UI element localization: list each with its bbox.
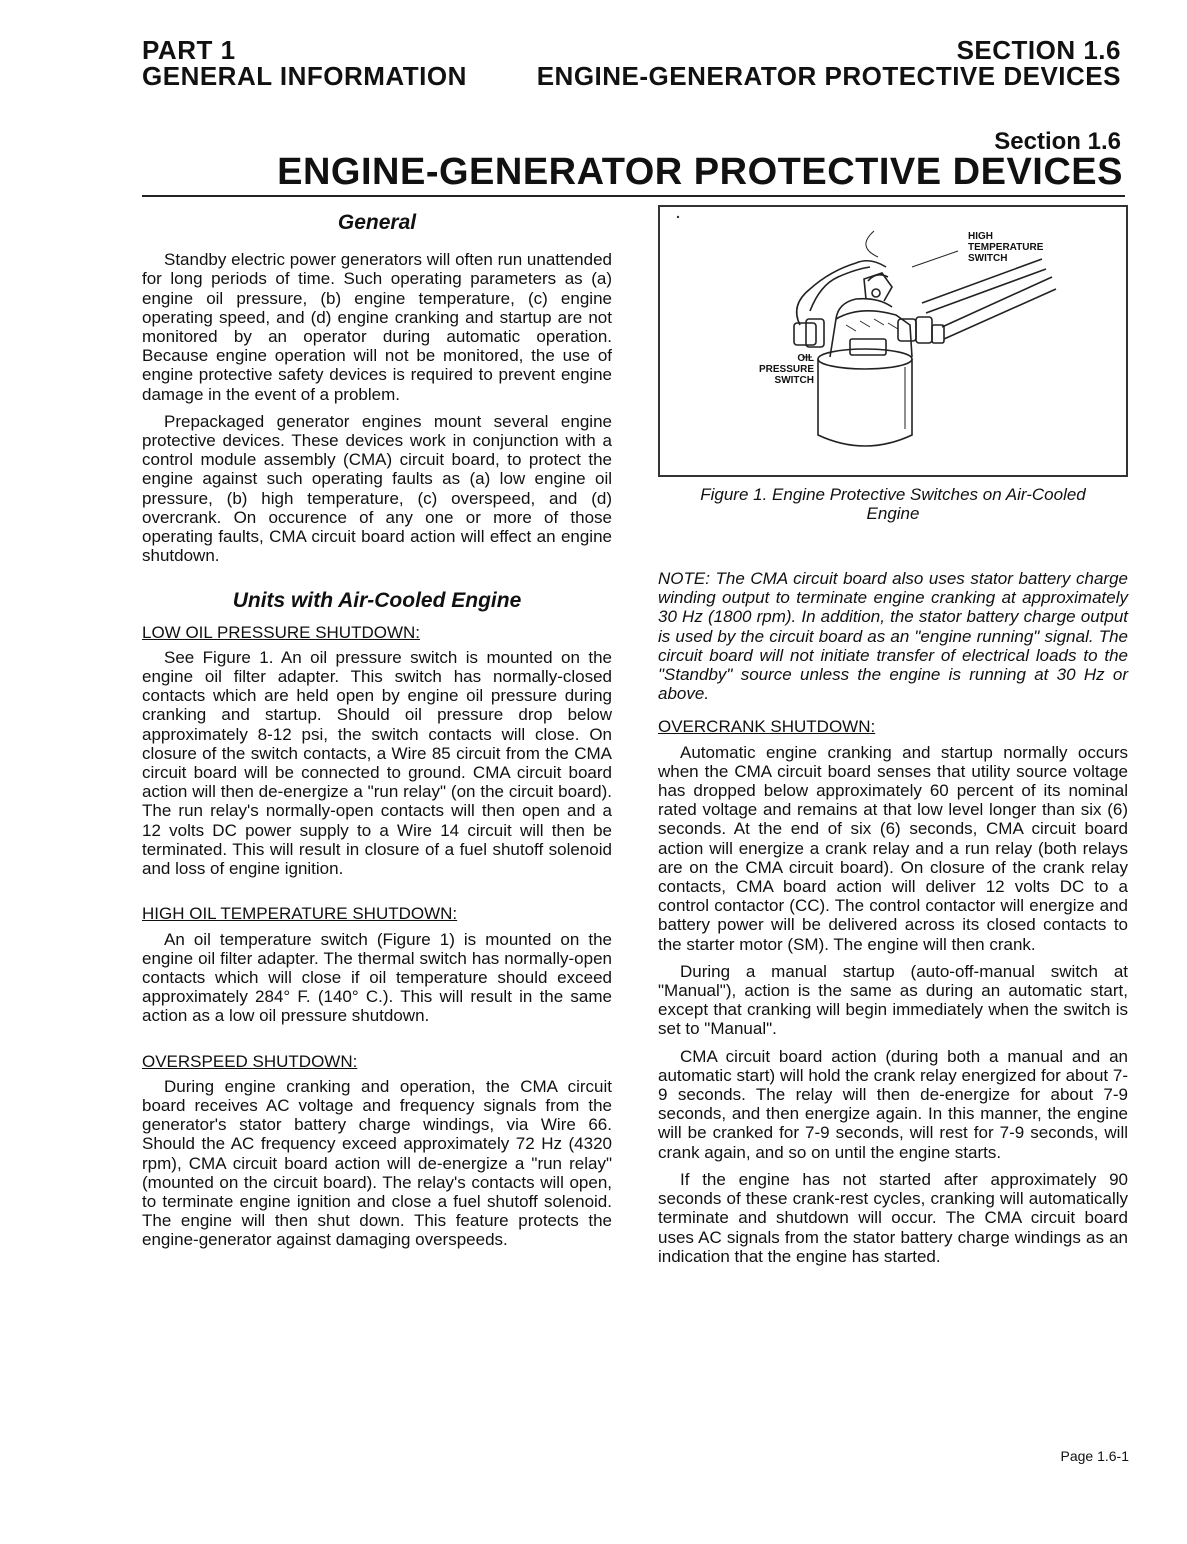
oil-pressure-switch-label: OIL PRESSURE SWITCH bbox=[758, 353, 814, 386]
overcrank-paragraph-4: If the engine has not started after approximately 90 seconds of these crank-rest cycles, cranking will automatically terminate and shutdown will occur. The CMA circuit board uses AC signals from the stator battery charge windings as an indication that the engine has started. bbox=[658, 1169, 1128, 1266]
header-part-title: GENERAL INFORMATION bbox=[142, 61, 467, 91]
engine-switches-drawing bbox=[660, 207, 1126, 475]
header-section-title: ENGINE-GENERATOR PROTECTIVE DEVICES bbox=[536, 61, 1121, 91]
section-label: Section 1.6 bbox=[994, 128, 1121, 155]
page-number: Page 1.6-1 bbox=[1060, 1448, 1129, 1464]
note-text: NOTE: The CMA circuit board also uses stator battery charge winding output to terminate engine cranking at approximately 30 Hz (1800 rpm). In addition, the stator battery charge output is used by the circuit board as an "engine running" signal. The circuit board will not initiate transfer of electrical loads to the "Standby" source unless the engine is running at 30 Hz or above. bbox=[658, 569, 1128, 704]
figure-caption: Figure 1. Engine Protective Switches on Air-Cooled Engine bbox=[700, 485, 1086, 523]
low-oil-text: See Figure 1. An oil pressure switch is mounted on the engine oil filter adapter. This switch has normally-closed contacts which are held open by engine oil pressure during cranking and startup. Should oil pressure drop below approximately 8-12 psi, the switch contacts will close. On closure of the switch contacts, a Wire 85 circuit from the CMA circuit board will be connected to ground. CMA circuit board action will then de-energize a "run relay" (on the circuit board). The run relay's normally-open contacts will then open and a 12 volts DC power supply to a Wire 14 circuit will then be terminated. This will result in closure of a fuel shutoff solenoid and loss of engine ignition. bbox=[142, 647, 612, 879]
title-divider bbox=[142, 195, 1125, 197]
high-temperature-switch-label: HIGH TEMPERATURE SWITCH bbox=[968, 231, 1044, 264]
header-section: SECTION 1.6 bbox=[956, 35, 1121, 65]
figure-1 bbox=[658, 205, 1128, 477]
overspeed-caption: OVERSPEED SHUTDOWN: bbox=[142, 1051, 358, 1071]
header-part: PART 1 bbox=[142, 35, 236, 65]
overspeed-text: During engine cranking and operation, the CMA circuit board receives AC voltage and frequency signals from the generator's stator battery charge windings, via Wire 66. Should the AC frequency exceed approximately 72 Hz (4320 rpm), CMA circuit board action will de-energize a "run relay" (mounted on the circuit board). The relay's contacts will open, to terminate engine ignition and close a fuel shutoff solenoid. The engine will then shut down. This feature protects the engine-generator against damaging overspeeds. bbox=[142, 1076, 612, 1250]
general-paragraph-1: Standby electric power generators will often run unattended for long periods of time. Such operating parameters as (a) engine oil pressure, (b) engine temperature, (c) engine operating speed, and (d) engine cranking and startup are not monitored by an operator during automatic operation. Because engine operation will not be monitored, the use of engine protective safety devices is required to prevent engine damage in the event of a problem. bbox=[142, 250, 612, 404]
air-cooled-heading: Units with Air-Cooled Engine bbox=[232, 589, 522, 613]
left-column bbox=[142, 205, 612, 1258]
overcrank-caption: OVERCRANK SHUTDOWN: bbox=[658, 717, 876, 737]
general-heading: General bbox=[337, 211, 417, 234]
low-oil-caption: LOW OIL PRESSURE SHUTDOWN: bbox=[142, 622, 421, 642]
overcrank-paragraph-1: Automatic engine cranking and startup normally occurs when the CMA circuit board senses that utility source voltage has dropped below approximately 60 percent of its nominal rated voltage and remains at that low level longer than six (6) seconds. At the end of six (6) seconds, CMA circuit board action will energize a crank relay and a run relay (both relays are on the CMA circuit board). On closure of the crank relay contacts, CMA board action will deliver 12 volts DC to a control contactor (CC). The control contactor will energize and battery power will be delivered across its closed contacts to the starter motor (SM). The engine will then crank. bbox=[658, 742, 1128, 954]
high-temp-text: An oil temperature switch (Figure 1) is mounted on the engine oil filter adapter. The thermal switch has normally-open contacts which will close if oil temperature should exceed approximately 284° F. (140° C.). This will result in the same action as a low oil pressure shutdown. bbox=[142, 929, 612, 1026]
high-temp-caption: HIGH OIL TEMPERATURE SHUTDOWN: bbox=[142, 904, 458, 924]
overcrank-paragraph-2: During a manual startup (auto-off-manual switch at "Manual"), action is the same as during an automatic start, except that cranking will begin immediately when the switch is set to "Manual". bbox=[658, 961, 1128, 1039]
spacer bbox=[142, 1034, 612, 1052]
general-paragraph-2: Prepackaged generator engines mount several engine protective devices. These devices work in conjunction with a control module assembly (CMA) circuit board, to protect the engine against such operating faults as (a) low engine oil pressure, (b) high temperature, (c) overspeed, and (d) overcrank. On occurence of any one or more of those operating faults, CMA circuit board action will effect an engine shutdown. bbox=[142, 411, 612, 566]
spacer bbox=[142, 886, 612, 904]
page-title: ENGINE-GENERATOR PROTECTIVE DEVICES bbox=[277, 151, 1123, 193]
overcrank-paragraph-3: CMA circuit board action (during both a manual and an automatic start) will hold the crank relay energized for about 7-9 seconds. The relay will then de-energize for about 7-9 seconds, and then energize again. In this manner, the engine will be cranked for 7-9 seconds, will rest for 7-9 seconds, will crank again, and so on until the engine starts. bbox=[658, 1046, 1128, 1162]
right-column bbox=[658, 205, 1128, 1274]
